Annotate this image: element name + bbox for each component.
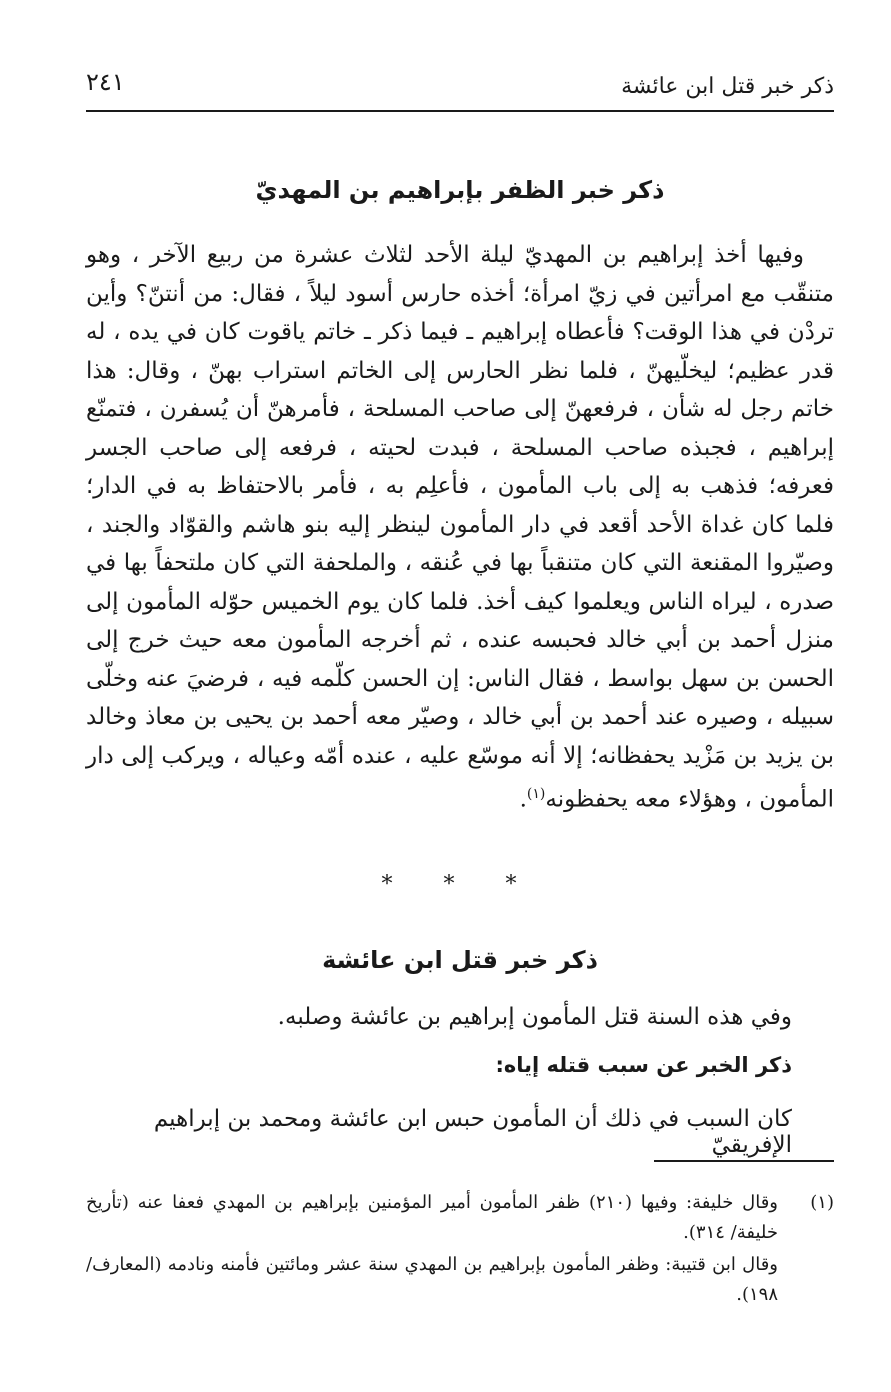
footnote-1: [86, 1188, 834, 1248]
page-number: ٢٤١: [86, 68, 125, 96]
section-body-capture-of-ibrahim: [86, 236, 834, 819]
paragraph-end-punctuation: .: [519, 786, 527, 813]
running-title: ذكر خبر قتل ابن عائشة: [621, 74, 834, 99]
running-header: [86, 66, 834, 108]
paragraph-text: وفيها أخذ إبراهيم بن المهديّ ليلة الأحد لثلاث عشرة من ربيع الآخر ، وهو متنقّب مع امرأتين في زيّ امرأة؛ أخذه حارس أسود ليلاً ، فقال: من أنتنّ؟ وأين تردْن في هذا الوقت؟ فأعطاه إبراهيم ـ فيما ذكر ـ خاتم ياقوت كان في يده ، له قدر عظيم؛ ليخلّيهنّ ، فلما نظر الحارس إلى الخاتم استراب بهنّ ، وقال: هذا خاتم رجل له شأن ، فرفعهنّ إلى صاحب المسلحة ، فأمرهنّ أن يُسفرن ، فتمنّع إبراهيم ، فجبذه صاحب المسلحة ، فبدت لحيته ، فرفعه إلى صاحب الجسر فعرفه؛ فذهب به إلى باب المأمون ، فأعلِم به ، فأمر بالاحتفاظ به في الدار؛ فلما كان غداة الأحد أقعد في دار المأمون لينظر إليه بنو هاشم والقوّاد والجند ، وصيّروا المقنعة التي كان متنقباً بها في عُنقه ، والملحفة التي كان ملتحفاً بها في صدره ، ليراه الناس ويعلموا كيف أخذ. فلما كان يوم الخميس حوّله المأمون إلى منزل أحمد بن أبي خالد فحبسه عنده ، ثم أخرجه المأمون معه حيث خرج إلى الحسن بن سهل بواسط ، فقال الناس: إن الحسن كلّمه فيه ، فرضيَ عنه وخلّى سبيله ، وصيره عند أحمد بن أبي خالد ، وصيّر معه أحمد بن يحيى بن معاذ وخالد بن يزيد بن مَزْيد يحفظانه؛ إلا أنه موسّع عليه ، عنده أمّه وعياله ، ويركب إلى دار المأمون ، وهؤلاء معه يحفظونه: [86, 242, 834, 813]
section-title-capture-of-ibrahim: ذكر خبر الظفر بإبراهيم بن المهديّ: [255, 176, 665, 204]
section-separator: * * *: [381, 872, 539, 897]
footnote-marker: (١): [810, 1192, 834, 1213]
section-title-killing-of-ibn-aisha: ذكر خبر قتل ابن عائشة: [322, 946, 598, 974]
body-paragraph: [86, 236, 834, 819]
section-paragraph-start: كان السبب في ذلك أن المأمون حبس ابن عائشة ومحمد بن إبراهيم الإفريقيّ: [153, 1106, 792, 1158]
section-subheading: ذكر الخبر عن سبب قتله إياه:: [495, 1053, 792, 1077]
footnotes: [86, 1188, 834, 1310]
footnote-rule: [654, 1160, 834, 1162]
footnote-1-continuation: وقال ابن قتيبة: وظفر المأمون بإبراهيم بن المهدي سنة عشر ومائتين فأمنه ونادمه (المعارف/ ١٩٨).: [86, 1254, 778, 1305]
header-rule: [86, 110, 834, 112]
footnote-text: وقال خليفة: وفيها (٢١٠) ظفر المأمون أمير المؤمنين بإبراهيم بن المهدي فعفا عنه (تأريخ خليفة/ ٣١٤).: [86, 1192, 778, 1243]
footnote-reference[interactable]: (١): [526, 786, 546, 802]
section-intro-line: وفي هذه السنة قتل المأمون إبراهيم بن عائشة وصلبه.: [277, 1004, 792, 1030]
